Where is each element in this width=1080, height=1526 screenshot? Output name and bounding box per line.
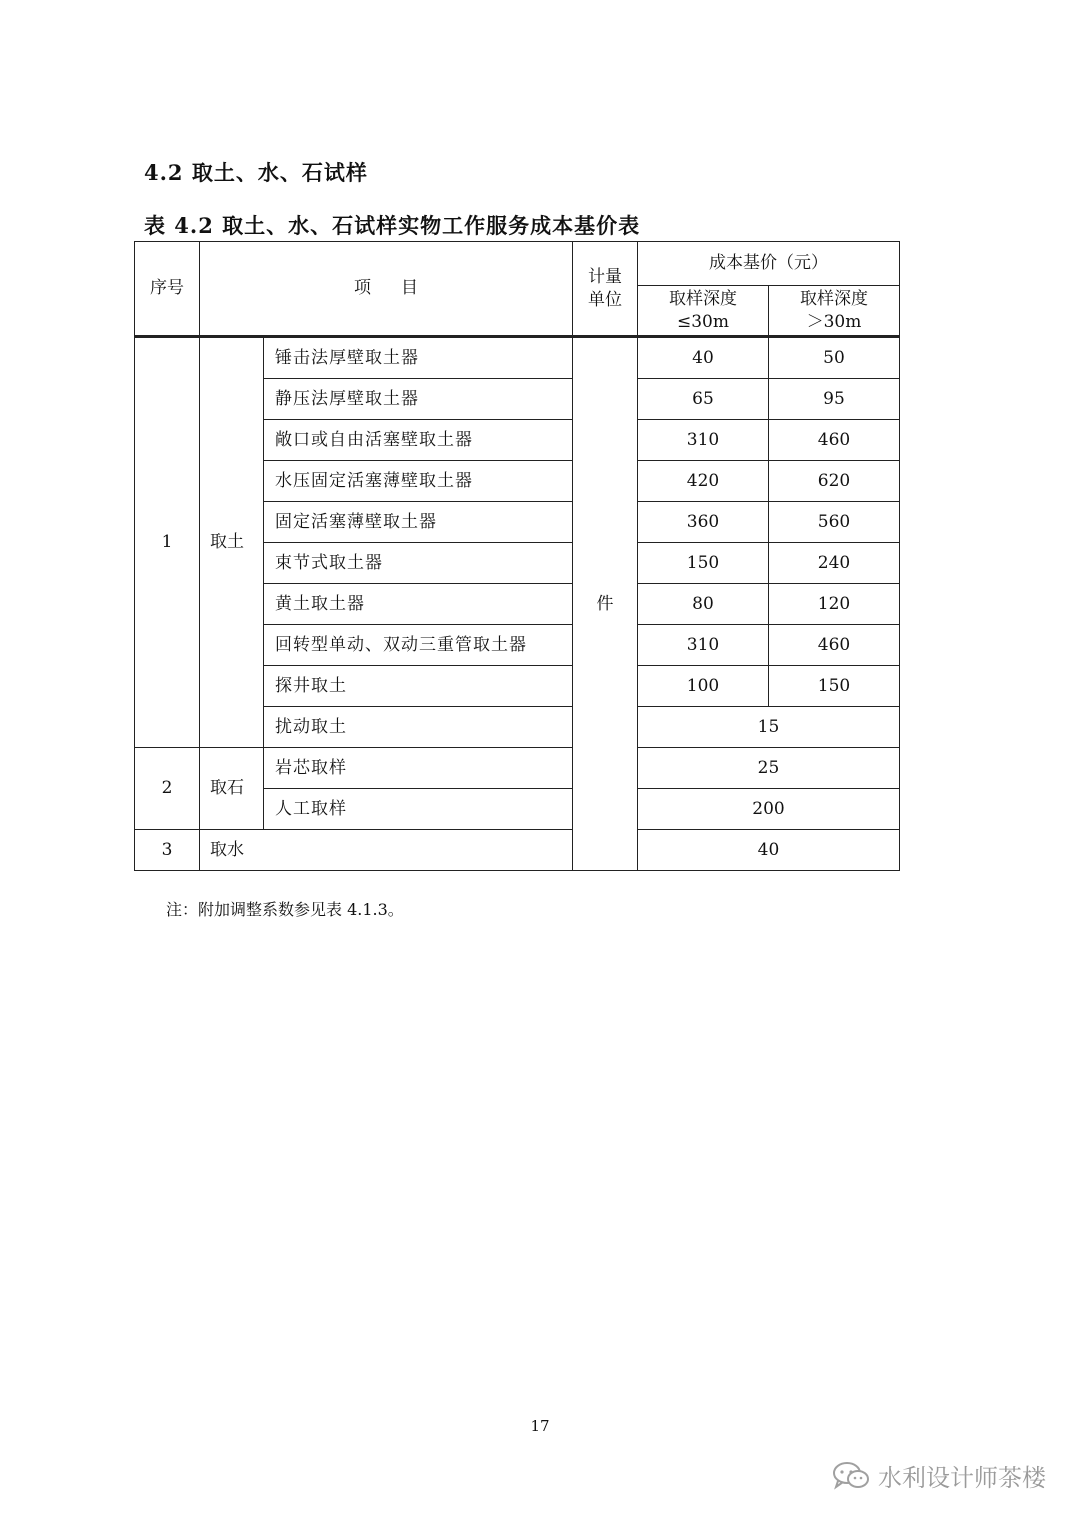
header-depth-le30	[638, 286, 769, 337]
item-cell: 锤击法厚壁取土器	[264, 337, 573, 379]
item-cell: 静压法厚壁取土器	[264, 379, 573, 420]
price-le30-cell: 65	[638, 379, 769, 420]
table-row	[135, 830, 900, 871]
header-depth-gt30	[769, 286, 900, 337]
price-gt30-cell: 120	[769, 584, 900, 625]
price-le30-cell: 310	[638, 420, 769, 461]
unit-cell: 件	[573, 337, 638, 871]
category-cell: 取水	[200, 830, 573, 871]
price-merged-cell: 200	[638, 789, 900, 830]
item-cell: 固定活塞薄壁取土器	[264, 502, 573, 543]
table-row	[135, 748, 900, 789]
seq-cell: 2	[135, 748, 200, 830]
price-gt30-cell: 460	[769, 420, 900, 461]
header-depth-le30-line1: 取样深度	[669, 289, 737, 310]
header-unit-line1: 计量	[588, 267, 622, 288]
price-le30-cell: 40	[638, 337, 769, 379]
price-merged-cell: 25	[638, 748, 900, 789]
wechat-bubble-icon	[832, 1461, 870, 1491]
item-cell: 回转型单动、双动三重管取土器	[264, 625, 573, 666]
item-cell: 黄土取土器	[264, 584, 573, 625]
price-merged-cell: 15	[638, 707, 900, 748]
category-cell: 取石	[200, 748, 264, 830]
price-le30-cell: 150	[638, 543, 769, 584]
price-gt30-cell: 240	[769, 543, 900, 584]
item-cell: 人工取样	[264, 789, 573, 830]
price-gt30-cell: 560	[769, 502, 900, 543]
price-le30-cell: 100	[638, 666, 769, 707]
header-seq: 序号	[135, 242, 200, 337]
header-depth-gt30-line1: 取样深度	[800, 289, 868, 310]
price-gt30-cell: 460	[769, 625, 900, 666]
price-le30-cell: 420	[638, 461, 769, 502]
header-depth-le30-line2: ≤30m	[677, 311, 729, 332]
table-note: 注：附加调整系数参见表 4.1.3。	[166, 900, 404, 919]
seq-cell: 1	[135, 337, 200, 748]
price-le30-cell: 360	[638, 502, 769, 543]
price-le30-cell: 80	[638, 584, 769, 625]
item-cell: 探井取土	[264, 666, 573, 707]
cost-table	[134, 241, 900, 871]
table-row	[135, 337, 900, 379]
price-merged-cell: 40	[638, 830, 900, 871]
seq-cell: 3	[135, 830, 200, 871]
price-gt30-cell: 620	[769, 461, 900, 502]
watermark-text: 水利设计师茶楼	[878, 1464, 1046, 1492]
header-unit-line2: 单位	[588, 289, 622, 310]
price-gt30-cell: 150	[769, 666, 900, 707]
page-number: 17	[530, 1417, 550, 1435]
price-gt30-cell: 95	[769, 379, 900, 420]
header-item: 项目	[200, 242, 573, 337]
header-unit	[573, 242, 638, 337]
header-price-group: 成本基价（元）	[638, 242, 900, 286]
item-cell: 水压固定活塞薄壁取土器	[264, 461, 573, 502]
item-cell: 敞口或自由活塞壁取土器	[264, 420, 573, 461]
item-cell: 束节式取土器	[264, 543, 573, 584]
price-le30-cell: 310	[638, 625, 769, 666]
header-depth-gt30-line2: ＞30m	[806, 311, 862, 332]
category-cell: 取土	[200, 337, 264, 748]
item-cell: 扰动取土	[264, 707, 573, 748]
price-gt30-cell: 50	[769, 337, 900, 379]
table-title: 表 4.2 取土、水、石试样实物工作服务成本基价表	[144, 213, 641, 238]
section-title: 4.2 取土、水、石试样	[144, 160, 368, 185]
watermark	[832, 1458, 1046, 1493]
item-cell: 岩芯取样	[264, 748, 573, 789]
